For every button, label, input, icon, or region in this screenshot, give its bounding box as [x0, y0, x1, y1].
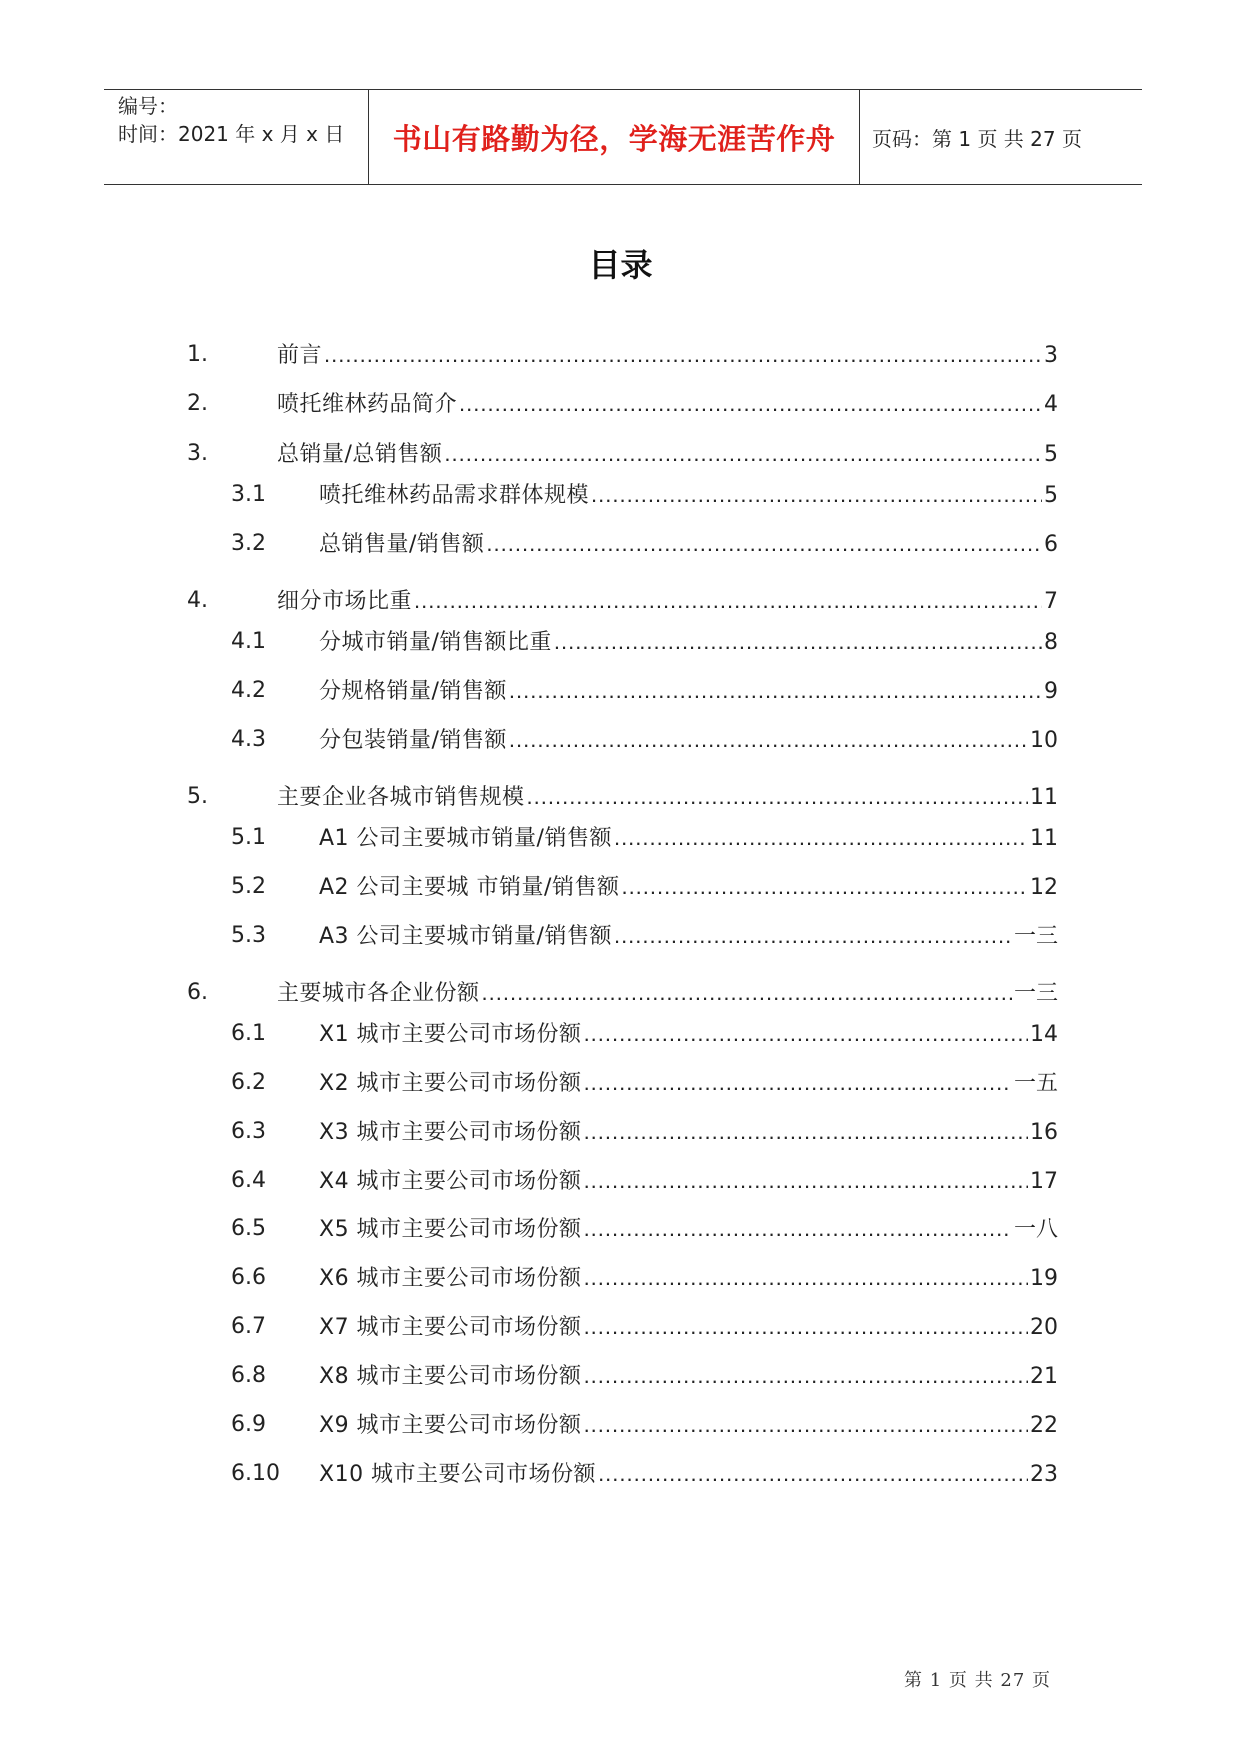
toc-entry-number: 6.3	[231, 1119, 266, 1144]
toc-entry-number: 2.	[187, 391, 208, 416]
toc-entry-page: 22	[1030, 1413, 1058, 1438]
toc-entry-page: 7	[1044, 589, 1058, 614]
document-time-label: 时间：2021 年 x 月 x 日	[118, 122, 345, 146]
toc-entry[interactable]	[0, 674, 1241, 708]
toc-entry[interactable]	[0, 1408, 1241, 1442]
toc-entry-number: 3.1	[231, 482, 266, 507]
toc-entry-label: 喷托维林药品简介	[277, 392, 458, 417]
toc-entry-page: 10	[1030, 728, 1058, 753]
toc-entry-page: 17	[1030, 1169, 1058, 1194]
toc-entry-page: 14	[1030, 1022, 1058, 1047]
toc-entry-number: 4.2	[231, 678, 266, 703]
toc-entry-number: 5.1	[231, 825, 266, 850]
toc-leader-dots	[414, 584, 1042, 618]
toc-entry-label: A2 公司主要城 市销量/销售额	[319, 875, 620, 900]
toc-leader-dots	[527, 780, 1028, 814]
toc-entry[interactable]	[0, 870, 1241, 904]
toc-entry[interactable]	[0, 919, 1241, 953]
toc-leader-dots	[486, 527, 1042, 561]
toc-leader-dots	[584, 1359, 1028, 1393]
toc-entry[interactable]	[0, 1017, 1241, 1051]
toc-entry-page: 8	[1044, 630, 1058, 655]
toc-leader-dots	[324, 338, 1042, 372]
toc-entry-label: X2 城市主要公司市场份额	[319, 1071, 582, 1096]
toc-entry-label: X7 城市主要公司市场份额	[319, 1315, 582, 1340]
toc-entry-label: X1 城市主要公司市场份额	[319, 1022, 582, 1047]
toc-leader-dots	[584, 1212, 1012, 1246]
toc-leader-dots	[614, 919, 1012, 953]
toc-entry-label: 主要企业各城市销售规模	[277, 785, 525, 810]
toc-entry-number: 5.2	[231, 874, 266, 899]
toc-entry-page: 9	[1044, 679, 1058, 704]
toc-entry-label: X5 城市主要公司市场份额	[319, 1217, 582, 1242]
toc-entry-page: 一五	[1013, 1071, 1058, 1096]
toc-entry-page: 19	[1030, 1266, 1058, 1291]
toc-entry[interactable]	[0, 1115, 1241, 1149]
toc-leader-dots	[621, 870, 1028, 904]
toc-entry-number: 6.5	[231, 1216, 266, 1241]
toc-leader-dots	[584, 1115, 1028, 1149]
toc-entry-label: 细分市场比重	[277, 589, 413, 614]
toc-entry[interactable]	[0, 625, 1241, 659]
toc-entry-number: 6.9	[231, 1412, 266, 1437]
toc-entry-label: X4 城市主要公司市场份额	[319, 1169, 582, 1194]
toc-entry-page: 21	[1030, 1364, 1058, 1389]
document-number-label: 编号：	[118, 94, 178, 118]
toc-entry[interactable]	[0, 387, 1241, 421]
toc-leader-dots	[584, 1017, 1028, 1051]
toc-entry-number: 6.2	[231, 1070, 266, 1095]
toc-leader-dots	[591, 478, 1042, 512]
toc-entry-number: 6.4	[231, 1168, 266, 1193]
toc-entry-page: 5	[1044, 442, 1058, 467]
toc-entry-number: 4.1	[231, 629, 266, 654]
toc-entry-number: 6.10	[231, 1461, 280, 1486]
toc-entry-label: 喷托维林药品需求群体规模	[319, 483, 590, 508]
toc-leader-dots	[584, 1164, 1028, 1198]
toc-entry-label: 分规格销量/销售额	[319, 679, 507, 704]
toc-entry-number: 3.2	[231, 531, 266, 556]
toc-entry[interactable]	[0, 821, 1241, 855]
toc-leader-dots	[598, 1457, 1028, 1491]
toc-leader-dots	[554, 625, 1042, 659]
toc-leader-dots	[614, 821, 1028, 855]
toc-entry-page: 6	[1044, 532, 1058, 557]
toc-leader-dots	[444, 437, 1042, 471]
toc-entry-number: 6.6	[231, 1265, 266, 1290]
toc-entry[interactable]	[0, 527, 1241, 561]
toc-entry-label: 前言	[277, 343, 323, 368]
toc-entry-label: X10 城市主要公司市场份额	[319, 1462, 597, 1487]
toc-entry-page: 23	[1030, 1462, 1058, 1487]
toc-entry-page: 11	[1030, 826, 1058, 851]
toc-entry-number: 1.	[187, 342, 208, 367]
toc-entry-number: 5.3	[231, 923, 266, 948]
toc-entry-page: 4	[1044, 392, 1058, 417]
toc-entry-page: 11	[1030, 785, 1058, 810]
toc-entry-page: 一八	[1013, 1217, 1058, 1242]
toc-entry[interactable]	[0, 1066, 1241, 1100]
toc-entry-page: 一三	[1013, 924, 1058, 949]
toc-leader-dots	[482, 976, 1012, 1010]
toc-leader-dots	[459, 387, 1042, 421]
toc-leader-dots	[509, 723, 1028, 757]
page-footer: 第 1 页 共 27 页	[904, 1670, 1051, 1691]
toc-entry-page: 12	[1030, 875, 1058, 900]
toc-leader-dots	[584, 1310, 1028, 1344]
toc-entry[interactable]	[0, 478, 1241, 512]
toc-entry-label: X8 城市主要公司市场份额	[319, 1364, 582, 1389]
toc-leader-dots	[584, 1261, 1028, 1295]
toc-leader-dots	[584, 1408, 1028, 1442]
toc-entry-page: 一三	[1013, 981, 1058, 1006]
toc-entry[interactable]	[0, 1164, 1241, 1198]
toc-entry-number: 6.	[187, 980, 208, 1005]
toc-entry-page: 16	[1030, 1120, 1058, 1145]
toc-entry-label: 分包装销量/销售额	[319, 728, 507, 753]
toc-entry[interactable]	[0, 1261, 1241, 1295]
toc-entry-number: 3.	[187, 441, 208, 466]
toc-entry-number: 6.8	[231, 1363, 266, 1388]
header-page-info: 页码：第 1 页 共 27 页	[872, 126, 1082, 151]
toc-entry[interactable]	[0, 1310, 1241, 1344]
toc-entry-label: X3 城市主要公司市场份额	[319, 1120, 582, 1145]
toc-entry-label: 主要城市各企业份额	[277, 981, 480, 1006]
toc-entry-label: 总销量/总销售额	[277, 442, 443, 467]
toc-entry[interactable]	[0, 1359, 1241, 1393]
toc-leader-dots	[509, 674, 1042, 708]
toc-entry-number: 6.7	[231, 1314, 266, 1339]
toc-entry[interactable]	[0, 780, 1241, 814]
toc-entry-label: A3 公司主要城市销量/销售额	[319, 924, 612, 949]
toc-entry[interactable]	[0, 976, 1241, 1010]
toc-entry-number: 6.1	[231, 1021, 266, 1046]
toc-entry-label: 总销售量/销售额	[319, 532, 485, 557]
toc-entry[interactable]	[0, 437, 1241, 471]
toc-entry-label: A1 公司主要城市销量/销售额	[319, 826, 612, 851]
toc-entry-label: X6 城市主要公司市场份额	[319, 1266, 582, 1291]
toc-entry[interactable]	[0, 1212, 1241, 1246]
toc-entry-label: 分城市销量/销售额比重	[319, 630, 552, 655]
toc-entry-number: 4.	[187, 588, 208, 613]
toc-entry-page: 3	[1044, 343, 1058, 368]
toc-entry-number: 5.	[187, 784, 208, 809]
toc-entry[interactable]	[0, 338, 1241, 372]
toc-title: 目录	[588, 246, 653, 284]
toc-entry[interactable]	[0, 1457, 1241, 1491]
toc-entry-label: X9 城市主要公司市场份额	[319, 1413, 582, 1438]
toc-entry[interactable]	[0, 584, 1241, 618]
toc-leader-dots	[584, 1066, 1012, 1100]
toc-entry-page: 5	[1044, 483, 1058, 508]
toc-entry-page: 20	[1030, 1315, 1058, 1340]
toc-entry-number: 4.3	[231, 727, 266, 752]
header-motto: 书山有路勤为径，学海无涯苦作舟	[392, 121, 836, 156]
toc-entry[interactable]	[0, 723, 1241, 757]
